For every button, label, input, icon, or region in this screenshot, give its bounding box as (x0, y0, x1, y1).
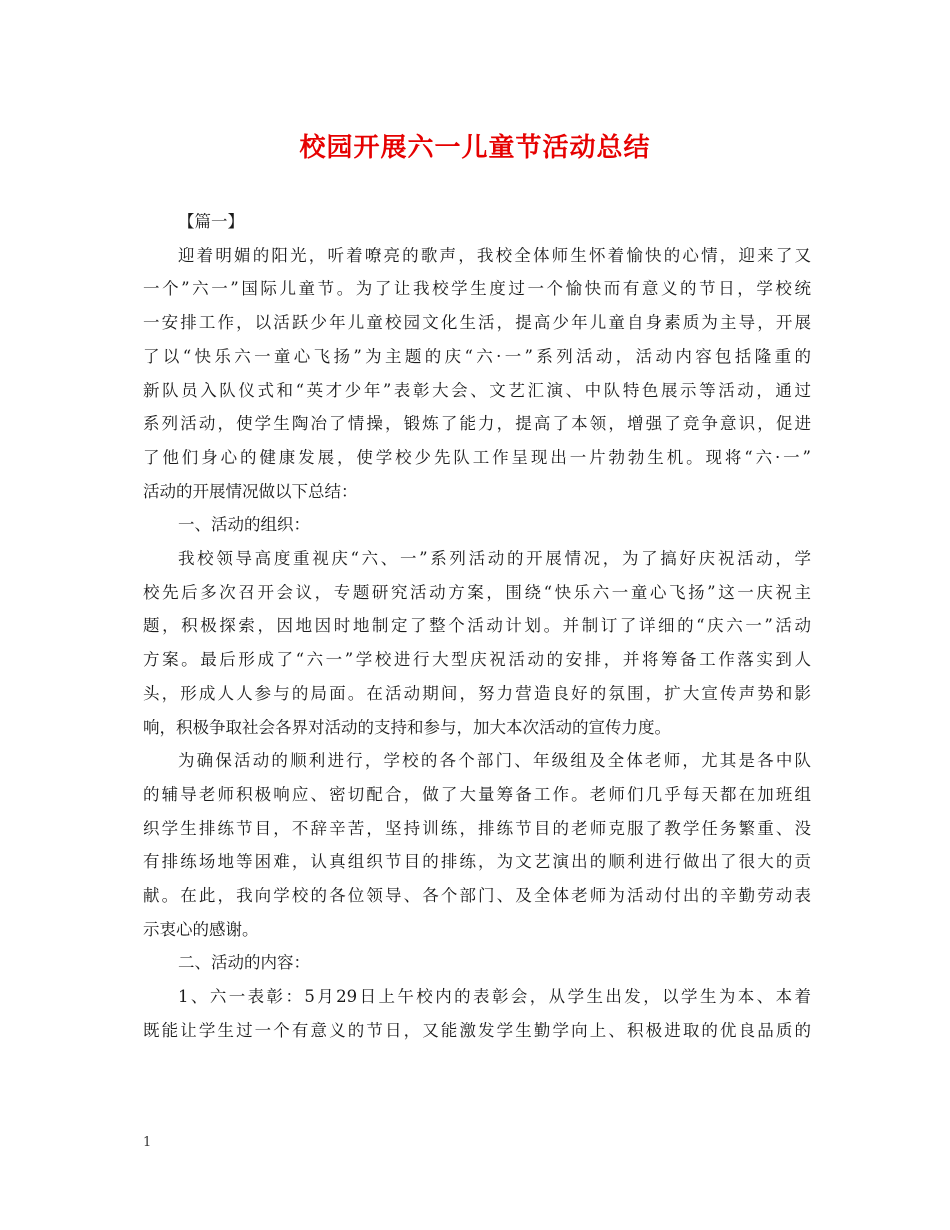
paragraph-organization (143, 542, 811, 744)
paragraph-awards (143, 980, 811, 1047)
paragraph-intro (143, 239, 811, 509)
paragraph-line: 迎着明媚的阳光，听着嘹亮的歌声，我校全体师生怀着愉快的心情，迎来了又 (178, 245, 811, 265)
section-heading-content: 二、活动的内容： (178, 953, 310, 973)
paragraph-line: 献。在此，我向学校的各位领导、各个部门、及全体老师为活动付出的辛勤劳动表 (143, 886, 811, 906)
paragraph-line: 为确保活动的顺利进行，学校的各个部门、年级组及全体老师，尤其是各中队 (178, 751, 811, 771)
paragraph-line: 头，形成人人参与的局面。在活动期间，努力营造良好的氛围，扩大宣传声势和影 (143, 683, 811, 703)
paragraph-line: 活动的开展情况做以下总结： (143, 481, 358, 501)
paragraph-line: 新队员入队仪式和“英才少年”表彰大会、文艺汇演、中队特色展示等活动，通过 (143, 380, 811, 400)
paragraph-line: 有排练场地等困难，认真组织节目的排练，为文艺演出的顺利进行做出了很大的贡 (143, 852, 811, 872)
paragraph-line: 一安排工作，以活跃少年儿童校园文化生活，提高少年儿童自身素质为主导，开展 (143, 313, 811, 333)
paragraph-line: 的辅导老师积极响应、密切配合，做了大量筹备工作。老师们几乎每天都在加班组 (143, 784, 811, 804)
paragraph-line: 示衷心的感谢。 (143, 919, 259, 939)
paragraph-line: 织学生排练节目，不辞辛苦，坚持训练，排练节目的老师克服了教学任务繁重、没 (143, 818, 811, 838)
paragraph-line: 了他们身心的健康发展，使学校少先队工作呈现出一片勃勃生机。现将“六·一” (143, 447, 811, 467)
paragraph-preparation (143, 744, 811, 946)
section-heading-organization: 一、活动的组织： (178, 515, 310, 535)
paragraph-line: 了以“快乐六一童心飞扬”为主题的庆“六·一”系列活动，活动内容包括隆重的 (143, 346, 811, 366)
paragraph-line: 既能让学生过一个有意义的节日，又能激发学生勤学向上、积极进取的优良品质的 (143, 1020, 811, 1040)
section-label: 【篇一】 (178, 212, 244, 231)
paragraph-line: 我校领导高度重视庆“六、一”系列活动的开展情况，为了搞好庆祝活动，学 (178, 549, 811, 569)
document-body (143, 205, 811, 1048)
paragraph-line: 题，积极探索，因地因时地制定了整个活动计划。并制订了详细的“庆六一”活动 (143, 616, 811, 636)
page-number: 1 (143, 1135, 152, 1150)
paragraph-line: 方案。最后形成了“六一”学校进行大型庆祝活动的安排，并将筹备工作落实到人 (143, 650, 811, 670)
paragraph-line: 响，积极争取社会各界对活动的支持和参与，加大本次活动的宣传力度。 (143, 717, 671, 737)
document-title: 校园开展六一儿童节活动总结 (299, 133, 651, 163)
paragraph-line: 校先后多次召开会议，专题研究活动方案，围绕“快乐六一童心飞扬”这一庆祝主 (143, 582, 811, 602)
paragraph-line: 一个”六一”国际儿童节。为了让我校学生度过一个愉快而有意义的节日，学校统 (143, 279, 811, 299)
paragraph-line: 1、六一表彰：5月29日上午校内的表彰会，从学生出发，以学生为本、本着 (178, 987, 811, 1007)
paragraph-line: 系列活动，使学生陶冶了情操，锻炼了能力，提高了本领，增强了竞争意识，促进 (143, 414, 811, 434)
